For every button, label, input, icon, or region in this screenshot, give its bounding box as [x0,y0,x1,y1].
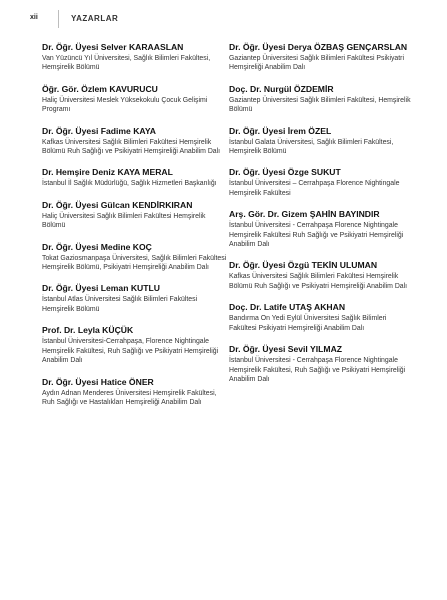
author-affiliation: İstanbul Üniversitesi - Cerrahpaşa Florence Nightingale Hemşirelik Fakültesi Ruh Sağlığı ve Psikiyatri Hemşireliği Anabilim Dalı [229,222,404,249]
author-entry [229,344,415,384]
author-affiliation: Kafkas Üniversitesi Sağlık Bilimleri Fakültesi Hemşirelik Bölümü Ruh Sağlığı ve Psikiyatri Hemşireliği Anabilim Dalı [229,273,408,290]
author-entry [42,84,228,115]
author-name: Arş. Gör. Dr. Gizem ŞAHİN BAYINDIR [229,209,380,220]
author-entry [229,84,415,115]
author-name: Dr. Öğr. Üyesi Özgü TEKİN ULUMAN [229,260,378,271]
section-title: YAZARLAR [71,14,119,23]
author-name: Öğr. Gör. Özlem KAVURUCU [42,83,158,94]
author-affiliation: Bandırma On Yedi Eylül Üniversitesi Sağlık Bilimleri Fakültesi Psikiyatri Hemşireliği Anabilim Dalı [229,315,387,332]
author-affiliation: Haliç Üniversitesi Sağlık Bilimleri Fakültesi Hemşirelik Bölümü [42,212,206,230]
author-entry [42,42,228,73]
author-entry [42,242,228,273]
page-number: xii [30,14,38,21]
author-name: Dr. Öğr. Üyesi Medine KOÇ [42,241,152,252]
author-name: Prof. Dr. Leyla KÜÇÜK [42,325,134,336]
author-name: Dr. Öğr. Üyesi Derya ÖZBAŞ GENÇARSLAN [229,42,408,52]
author-name: Dr. Öğr. Üyesi Leman KUTLU [42,283,160,294]
author-entry [42,126,228,157]
author-affiliation: Tokat Gaziosmanpaşa Üniversitesi, Sağlık Bilimleri Fakültesi Hemşirelik Bölümü, Psikiyatri Hemşireliği Anabilim Dalı [42,254,227,272]
author-affiliation: Van Yüzüncü Yıl Üniversitesi, Sağlık Bilimleri Fakültesi, Hemşirelik Bölümü [42,55,211,72]
author-entry [42,283,228,314]
author-name: Dr. Öğr. Üyesi Selver KARAASLAN [42,42,184,52]
author-entry [42,377,228,408]
author-affiliation: İstanbul Atlas Üniversitesi Sağlık Bilimleri Fakültesi Hemşirelik Bölümü [42,296,198,313]
author-affiliation: Haliç Üniversitesi Meslek Yüksekokulu Çocuk Gelişimi Programı [42,96,208,114]
author-name: Dr. Öğr. Üyesi Fadime KAYA [42,125,156,136]
author-name: Dr. Öğr. Üyesi Gülcan KENDİRKIRAN [42,199,193,210]
author-entry [229,42,415,73]
authors-column-left [42,42,228,418]
author-affiliation: İstanbul Galata Üniversitesi, Sağlık Bilimleri Fakültesi, Hemşirelik Bölümü [229,138,394,156]
author-name: Doç. Dr. Latife UTAŞ AKHAN [229,302,346,313]
author-affiliation: Aydın Adnan Menderes Üniversitesi Hemşirelik Fakültesi, Ruh Sağlığı ve Hastalıkları Hemşireliği Anabilim Dalı [42,389,217,406]
author-entry [229,302,415,333]
author-name: Dr. Öğr. Üyesi Sevil YILMAZ [229,344,343,355]
author-name: Dr. Hemşire Deniz KAYA MERAL [42,167,173,178]
author-name: Dr. Öğr. Üyesi Hatice ÖNER [42,376,154,387]
author-name: Dr. Öğr. Üyesi İrem ÖZEL [229,125,332,136]
author-affiliation: İstanbul Üniversitesi-Cerrahpaşa, Florence Nightingale Hemşirelik Fakültesi, Ruh Sağlığı ve Psikiyatri Hemşireliği Anabilim Dalı [42,338,219,365]
author-entry [42,167,228,188]
author-entry [229,209,415,249]
author-entry [42,325,228,365]
authors-column-right [229,42,415,395]
author-entry [42,200,228,231]
author-name: Doç. Dr. Nurgül ÖZDEMİR [229,83,334,94]
page-header [24,10,424,28]
author-affiliation: İstanbul Üniversitesi – Cerrahpaşa Florence Nightingale Hemşirelik Fakültesi [229,180,400,197]
author-affiliation: Gaziantep Üniversitesi Sağlık Bilimleri Fakültesi, Hemşirelik Bölümü [229,96,411,114]
author-entry [229,126,415,157]
header-divider [58,10,59,28]
author-entry [229,167,415,198]
author-affiliation: İstanbul İl Sağlık Müdürlüğü, Sağlık Hizmetleri Başkanlığı [42,180,217,188]
author-affiliation: İstanbul Üniversitesi - Cerrahpaşa Florence Nightingale Hemşirelik Fakültesi, Ruh Sağlığı ve Psikiyatri Hemşireliği Anabilim Dalı [229,357,406,383]
author-entry [229,260,415,291]
author-affiliation: Kafkas Üniversitesi Sağlık Bilimleri Fakültesi Hemşirelik Bölümü Ruh Sağlığı ve Psikiyatri Hemşireliği Anabilim Dalı [42,138,221,156]
author-name: Dr. Öğr. Üyesi Özge SUKUT [229,167,341,178]
author-affiliation: Gaziantep Üniversitesi Sağlık Bilimleri Fakültesi Psikiyatri Hemşireliği Anabilim Dalı [229,55,405,72]
